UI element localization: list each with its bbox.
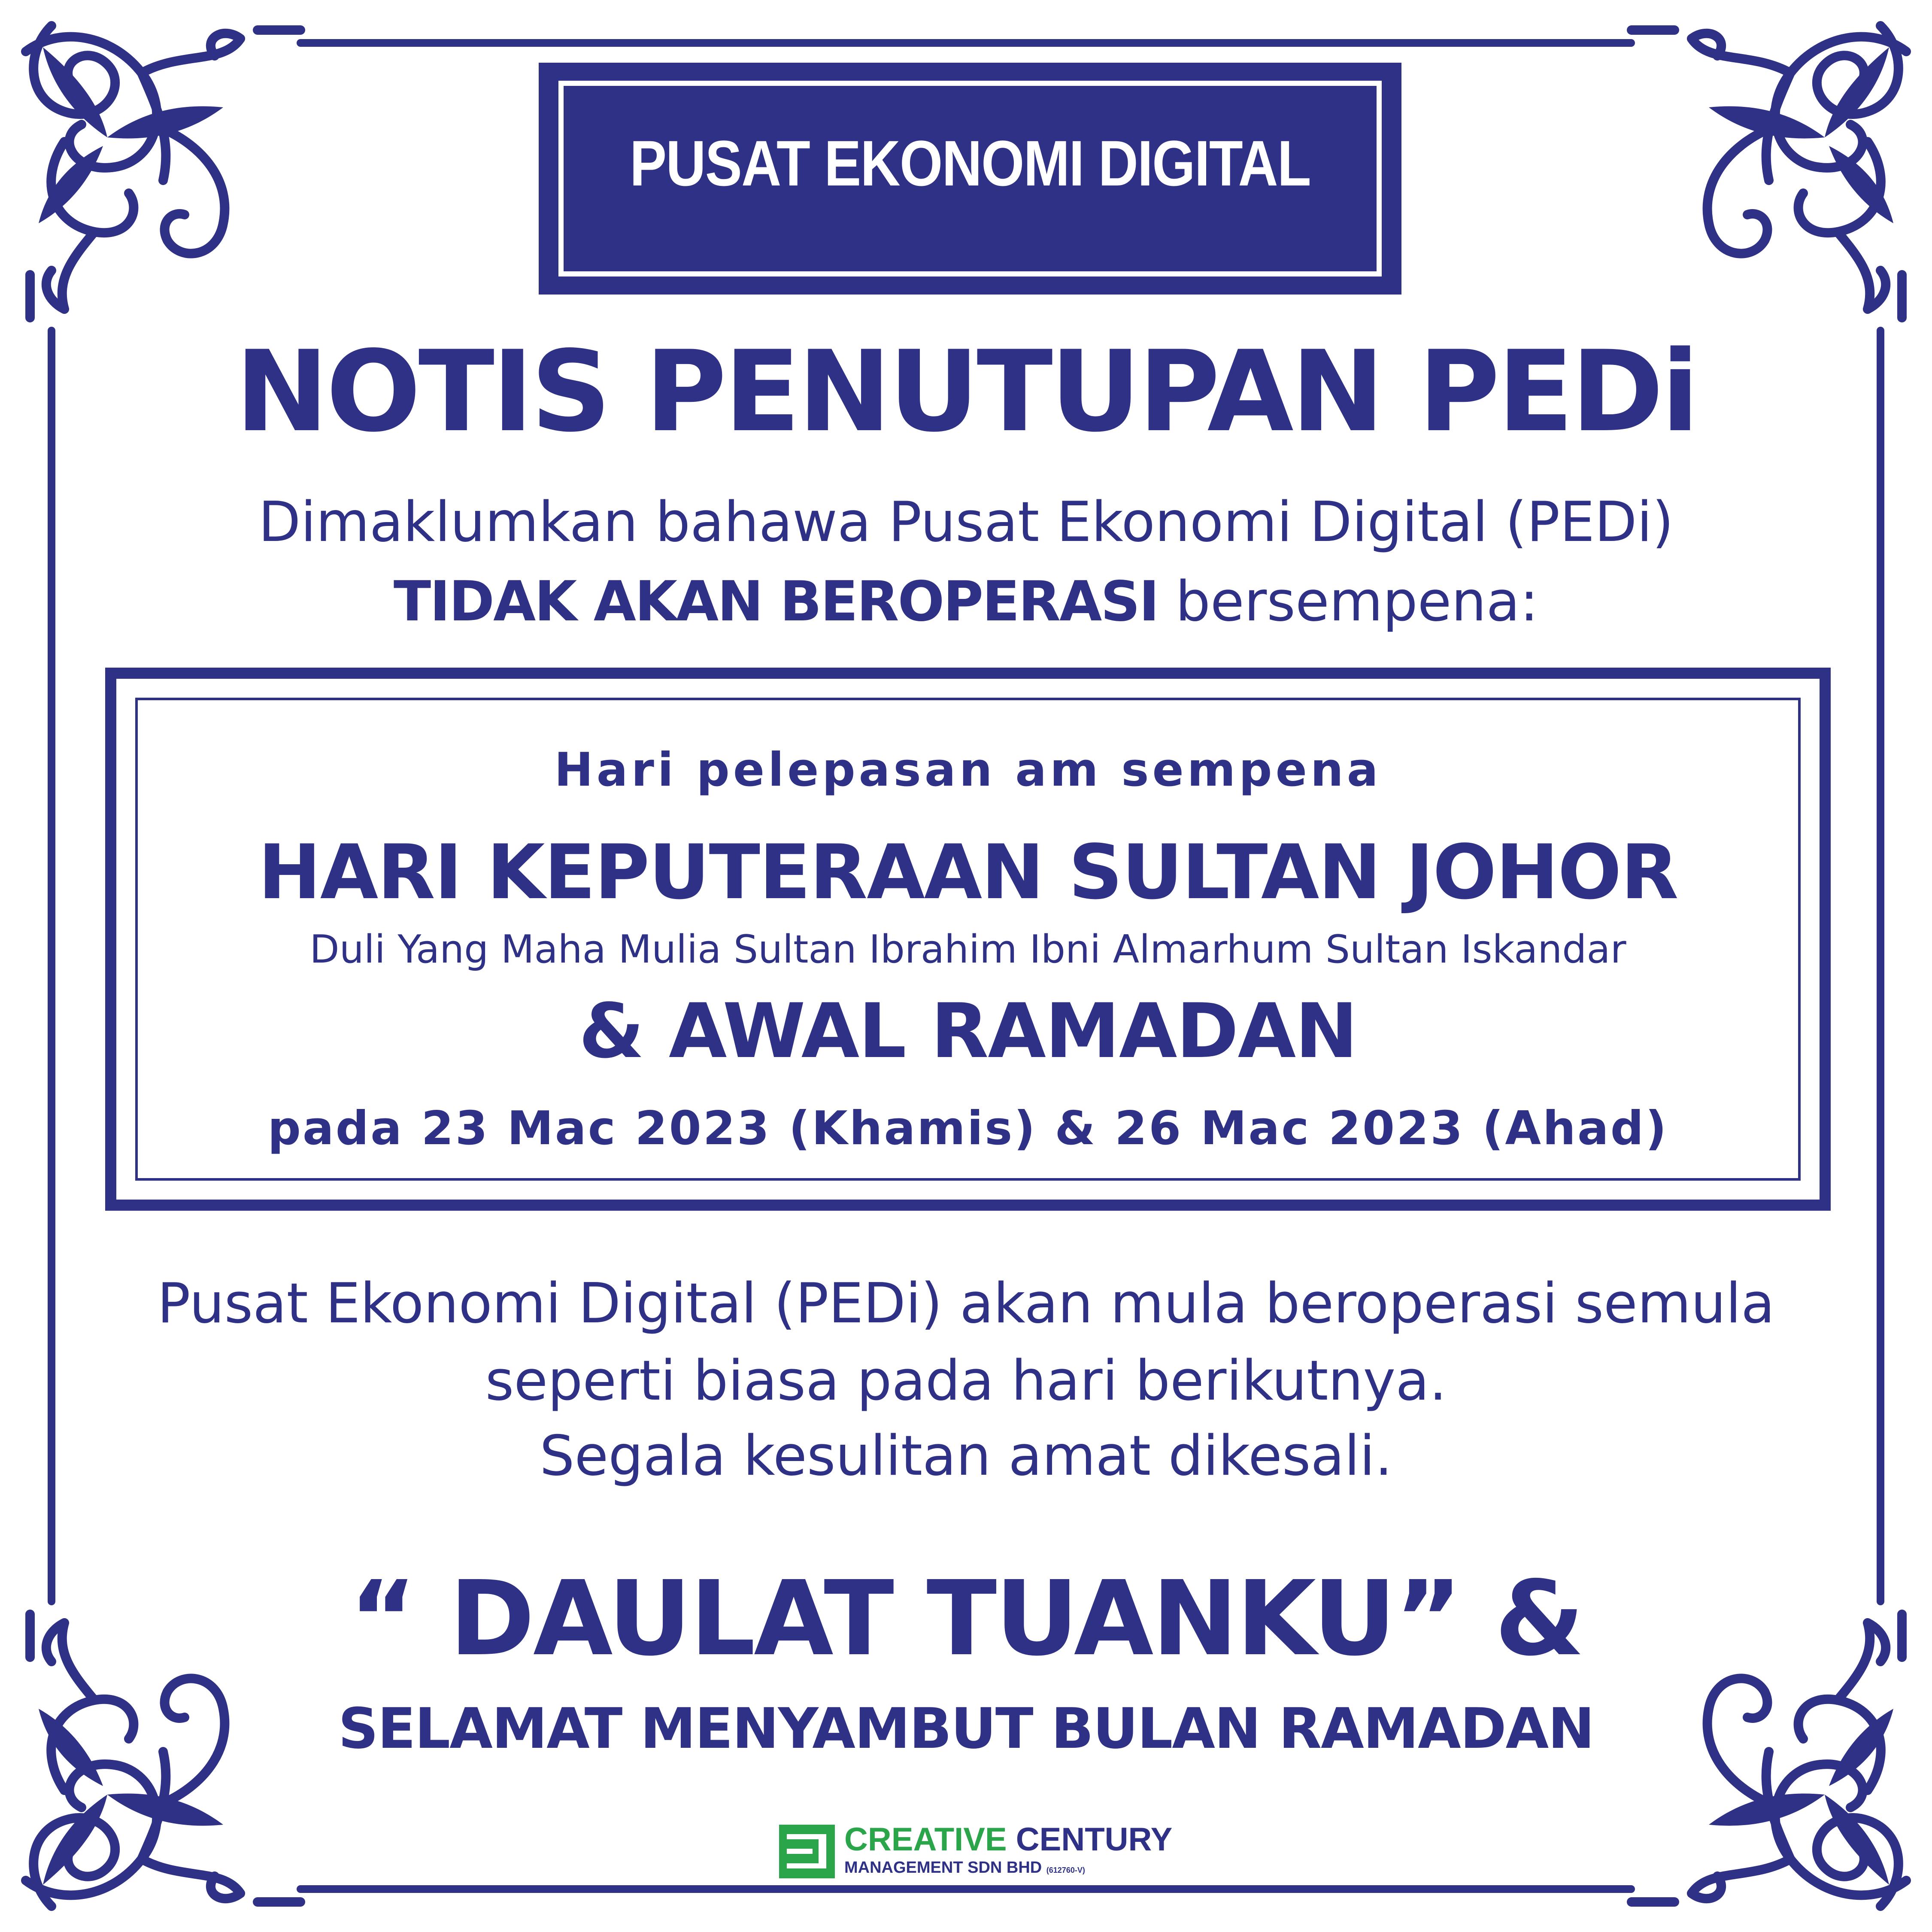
- corner-ornament-top-right: [1632, 26, 1906, 318]
- intro-line-1: Dimaklumkan bahawa Pusat Ekonomi Digital (PEDi): [258, 490, 1674, 554]
- logo-name: [844, 1821, 1172, 1858]
- logo-word-creative: CREATIVE: [844, 1821, 1007, 1858]
- logo-subtitle: [844, 1859, 1085, 1877]
- corner-ornament-top-left: [26, 26, 300, 318]
- logo-registration-number: (612760-V): [1046, 1866, 1085, 1874]
- holiday-title-1: HARI KEPUTERAAN SULTAN JOHOR: [258, 829, 1678, 916]
- holiday-date: pada 23 Mac 2023 (Khamis) & 26 Mac 2023 (Ahad): [267, 1102, 1668, 1155]
- intro-line-2-rest: bersempena:: [1158, 570, 1539, 634]
- intro-line-2: [0, 569, 1932, 635]
- greeting-line-2: SELAMAT MENYAMBUT BULAN RAMADAN: [338, 1696, 1594, 1761]
- closing-line-1: Pusat Ekonomi Digital (PEDi) akan mula beroperasi semula: [157, 1272, 1775, 1336]
- holiday-subtitle: Duli Yang Maha Mulia Sultan Ibrahim Ibni Almarhum Sultan Iskandar: [309, 927, 1626, 972]
- header-label: PUSAT EKONOMI DIGITAL: [630, 127, 1310, 199]
- page-title: NOTIS PENUTUPAN PEDi: [235, 327, 1697, 457]
- header-banner: [539, 63, 1401, 295]
- closing-line-2: seperti biasa pada hari berikutnya.: [485, 1349, 1447, 1413]
- holiday-box: [105, 668, 1831, 1211]
- holiday-intro: Hari pelepasan am sempena: [554, 743, 1382, 797]
- greeting-line-1: “ DAULAT TUANKU” &: [349, 1558, 1583, 1679]
- creative-century-logo-icon: [779, 1825, 835, 1878]
- intro-emphasis: TIDAK AKAN BEROPERASI: [393, 570, 1158, 634]
- closing-line-3: Segala kesulitan amat dikesali.: [540, 1424, 1392, 1488]
- logo-company-type: MANAGEMENT SDN BHD: [844, 1859, 1046, 1877]
- logo-word-century: CENTURY: [1007, 1821, 1173, 1858]
- holiday-title-2: & AWAL RAMADAN: [579, 988, 1357, 1075]
- holiday-box-inner-border: [135, 698, 1801, 1181]
- company-logo: [779, 1821, 1173, 1880]
